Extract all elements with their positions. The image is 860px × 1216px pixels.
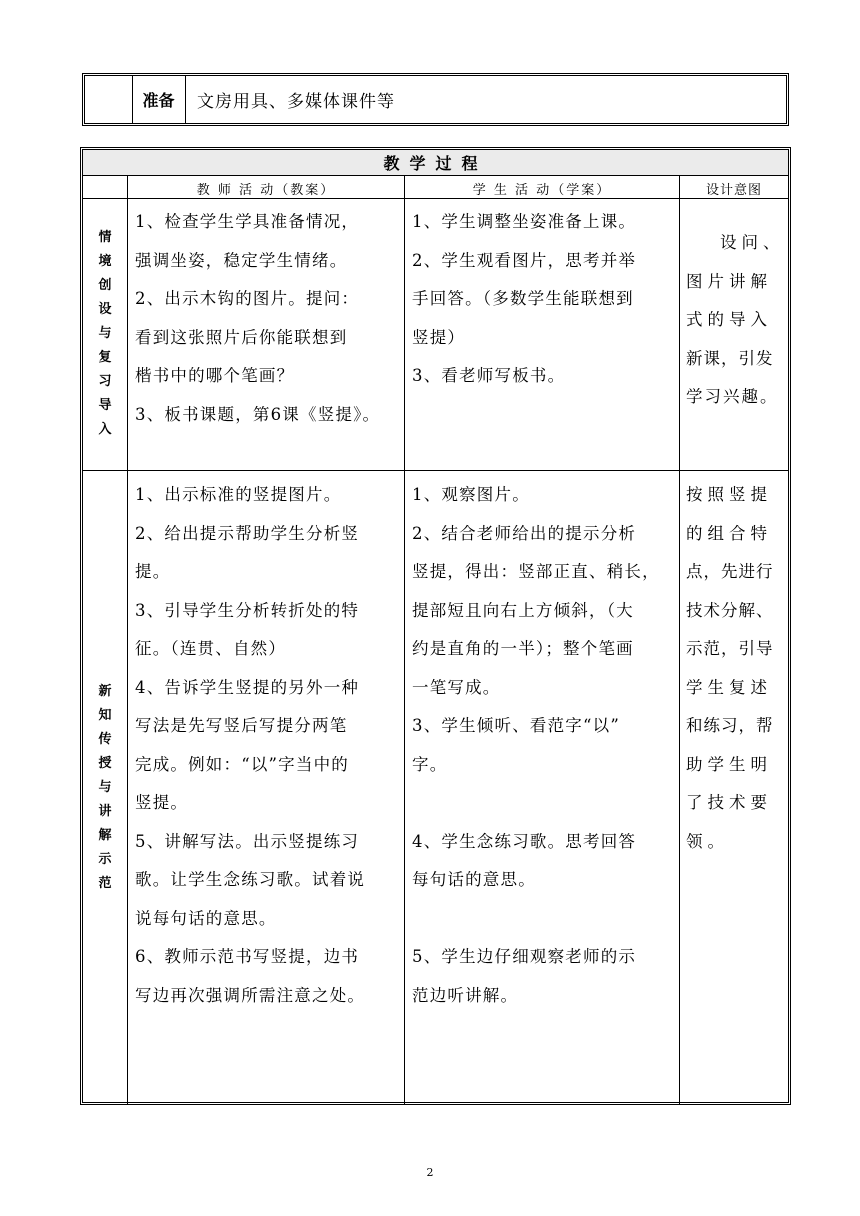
section-label-intro: 情 境 创 设 与 复 习 导 入	[98, 230, 112, 437]
section-intro-design-intent: 设问、 图片讲解 式的导入 新课，引发 学习兴趣。	[686, 233, 785, 406]
section-label-new-knowledge: 新 知 传 授 与 讲 解 示 范	[98, 684, 112, 891]
preparation-label: 准备	[132, 76, 186, 123]
section-new-knowledge-student-activity: 1、观察图片。 2、结合老师给出的提示分析 竖提，得出：竖部正直、稍长， 提部短且向右上方倾斜，（大 约是直角的一半）；整个笔画 一笔写成。 3、学生倾听、看范字“以” 字。 4、学生念练习歌。思考回答 每句话的意思。 5、学生边仔细观察老师的示 范边听讲解。	[412, 485, 660, 1005]
section-intro-student-activity: 1、学生调整坐姿准备上课。 2、学生观看图片，思考并举 手回答。（多数学生能联想到 竖提） 3、看老师写板书。	[412, 212, 637, 385]
section-new-knowledge-teacher-activity: 1、出示标准的竖提图片。 2、给出提示帮助学生分析竖 提。 3、引导学生分析转折处的特 征。（连贯、自然） 4、告诉学生竖提的另外一种 写法是先写竖后写提分两笔 完成。例如：“以”字当中的 竖提。 5、讲解写法。出示竖提练习 歌。让学生念练习歌。试着说 说每句话的意思。 6、教师示范书写竖提，边书 写边再次强调所需注意之处。	[135, 485, 366, 1005]
process-title: 教学过程	[83, 150, 788, 175]
header-student-activity: 学 生 活 动（学案）	[472, 182, 612, 198]
page-number: 2	[426, 1166, 434, 1179]
preparation-content: 文房用具、多媒体课件等	[197, 92, 395, 112]
header-design-intent: 设计意图	[705, 182, 762, 198]
teaching-process-table	[80, 147, 791, 1105]
header-teacher-activity: 教 师 活 动（教案）	[196, 182, 336, 198]
section-new-knowledge-design-intent: 按照竖提 的组合特 点，先进行 技术分解、 示范，引导 学生复述 和练习，帮 助学生明 了技术要 领。	[686, 485, 774, 851]
preparation-blank-cell	[85, 76, 133, 123]
section-intro-teacher-activity: 1、检查学生学具准备情况， 强调坐姿，稳定学生情绪。 2、出示木钩的图片。提问： 看到这张照片后你能联想到 楷书中的哪个笔画？ 3、板书课题，第6课《竖提》。	[135, 212, 381, 424]
preparation-table	[82, 73, 789, 126]
